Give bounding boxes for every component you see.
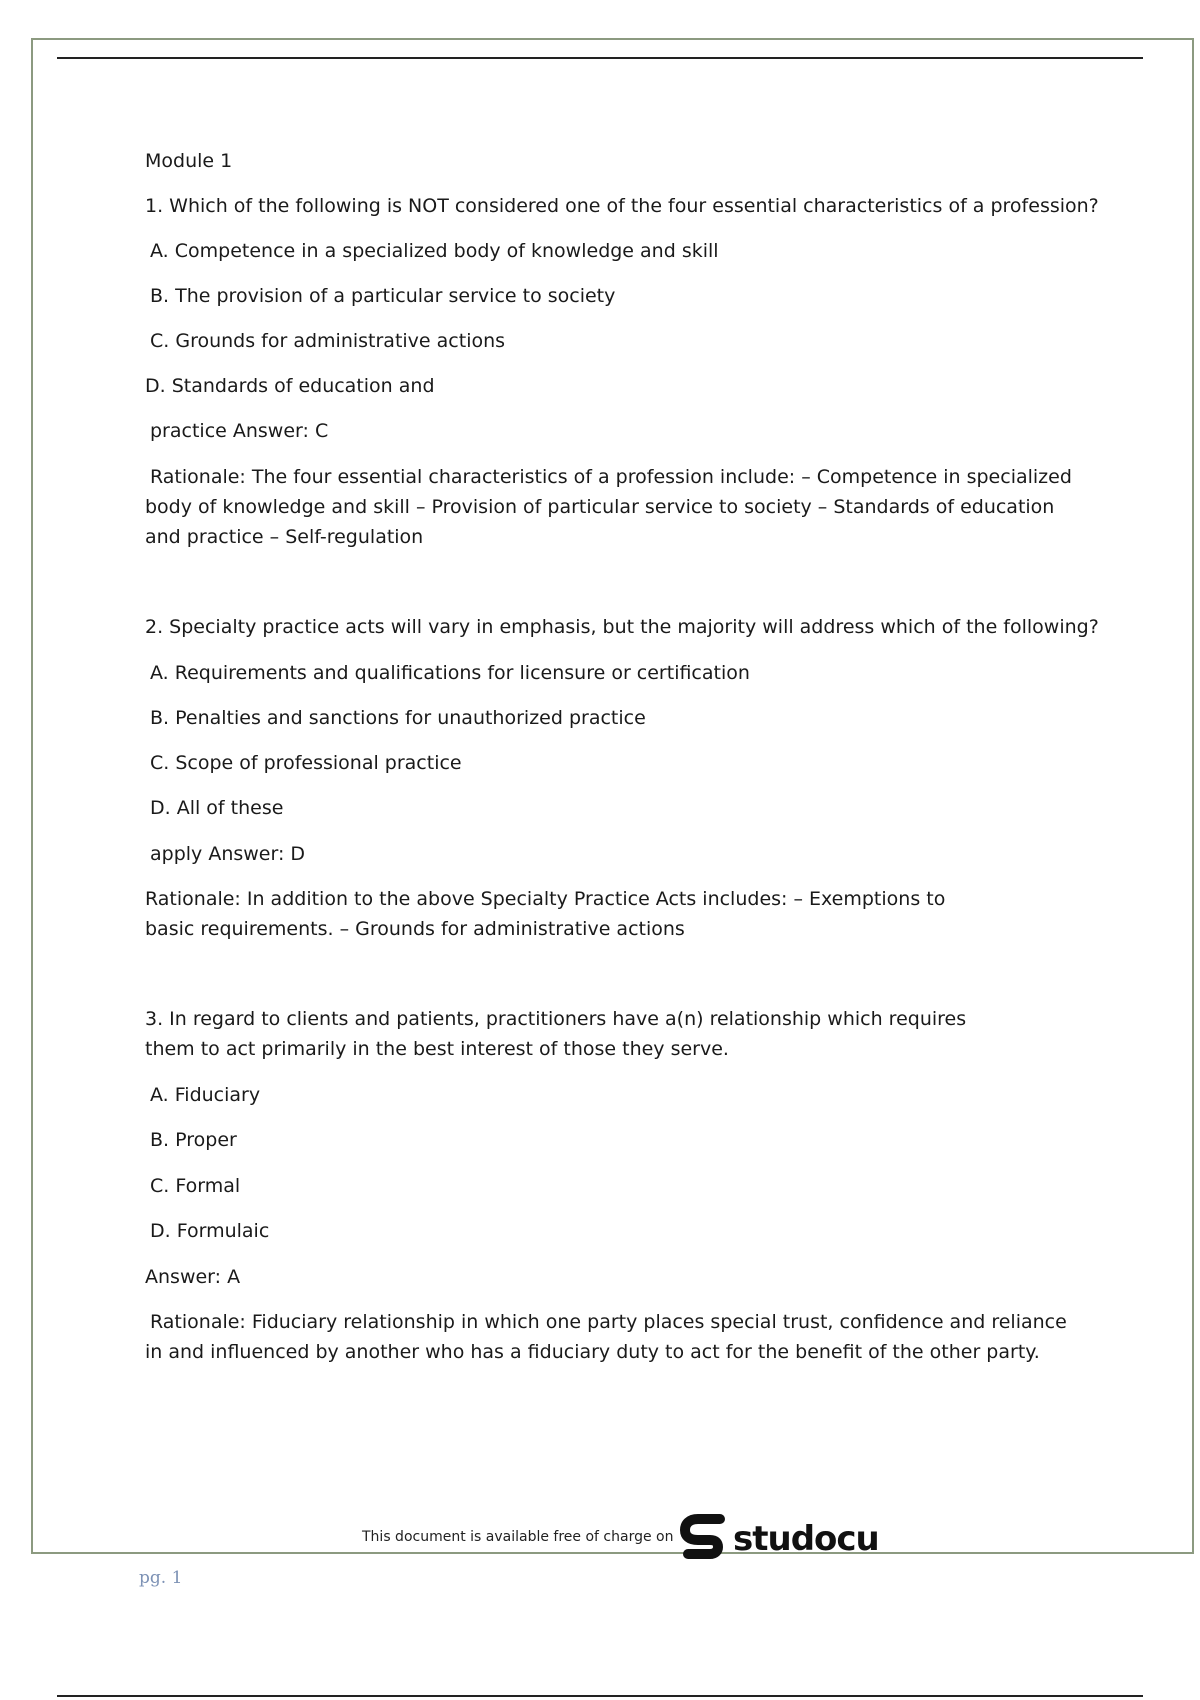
question-1-option-d: D. Standards of education and (145, 375, 435, 397)
question-2-option-b: B. Penalties and sanctions for unauthorized practice (150, 707, 646, 729)
studocu-logo[interactable] (680, 1513, 879, 1565)
question-3-text: 3. In regard to clients and patients, practitioners have a(n) relationship which requires them to act primarily in the best interest of those they serve. (145, 1008, 967, 1060)
page-number: pg. 1 (139, 1568, 183, 1588)
question-2-option-d: D. All of these (150, 797, 284, 819)
question-2-answer: apply Answer: D (150, 843, 306, 865)
question-2-text: 2. Specialty practice acts will vary in emphasis, but the majority will address which of the following? (145, 616, 1099, 638)
question-1-text: 1. Which of the following is NOT considered one of the four essential characteristics of a profession? (145, 195, 1099, 217)
question-2-option-c: C. Scope of professional practice (150, 752, 462, 774)
question-3-option-d: D. Formulaic (150, 1220, 270, 1242)
studocu-logo-icon (680, 1513, 728, 1565)
question-1-answer: practice Answer: C (150, 420, 329, 442)
question-3-rationale: Rationale: Fiduciary relationship in which one party places special trust, confidence and reliance in and influenced by another who has a fiduciary duty to act for the benefit of the other party. (145, 1311, 1067, 1363)
question-1-option-c: C. Grounds for administrative actions (150, 330, 506, 352)
question-1-rationale: Rationale: The four essential characteristics of a profession include: – Competence in specialized body of knowledge and skill – Provision of particular service to society – Standards of education and practice – Self-regulation (145, 466, 1072, 548)
question-3-option-b: B. Proper (150, 1129, 237, 1151)
question-3-option-c: C. Formal (150, 1175, 241, 1197)
question-2-rationale: Rationale: In addition to the above Specialty Practice Acts includes: – Exemptions to basic requirements. – Grounds for administrative actions (145, 888, 946, 940)
question-1-option-a: A. Competence in a specialized body of knowledge and skill (150, 240, 719, 262)
top-rule (57, 57, 1143, 59)
studocu-logo-text: studocu (733, 1519, 879, 1559)
question-3-answer: Answer: A (145, 1266, 241, 1288)
bottom-rule (57, 1695, 1143, 1697)
question-2-option-a: A. Requirements and qualifications for licensure or certification (150, 662, 750, 684)
question-3-option-a: A. Fiduciary (150, 1084, 261, 1106)
footer-note: This document is available free of charge on (362, 1529, 674, 1545)
question-1-option-b: B. The provision of a particular service to society (150, 285, 616, 307)
module-title: Module 1 (145, 150, 233, 172)
